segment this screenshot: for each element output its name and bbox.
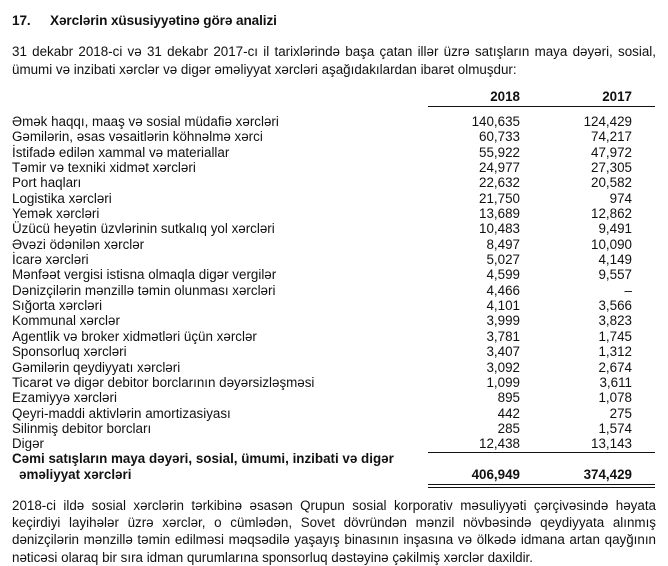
section-heading bbox=[12, 13, 277, 28]
row-label: Əmək haqqı, maaş və sosial müdafiə xərcləri bbox=[12, 114, 279, 129]
row-label: Gəmilərin qeydiyyatı xərcləri bbox=[12, 359, 181, 375]
row-value-2018: 3,999 bbox=[486, 313, 520, 329]
header-rule bbox=[428, 106, 655, 107]
table-row bbox=[12, 360, 656, 375]
table-row bbox=[12, 344, 656, 359]
intro-line-1: 31 dekabr 2018-ci və 31 dekabr 2017-cı il tarixlərində başa çatan illər üzrə satışların maya dəyəri, sosial, bbox=[12, 44, 656, 59]
intro-line-2: ümumi və inzibati xərclər və digər əməliyyat xərcləri aşağıdakılardan ibarət olmuşdur: bbox=[12, 62, 517, 77]
row-label: Dənizçilərin mənzillə təmin olunması xərcləri bbox=[12, 282, 276, 298]
row-label: Ticarət və digər debitor borclarının dəyərsizləşməsi bbox=[12, 374, 315, 390]
row-value-2018: 3,407 bbox=[486, 344, 520, 360]
row-label: Agentlik və broker xidmətləri üçün xərclər bbox=[12, 328, 257, 344]
table-row bbox=[12, 206, 656, 221]
table-row bbox=[12, 191, 656, 206]
row-label: Ezamiyyə xərcləri bbox=[12, 390, 117, 406]
row-label: Qeyri-maddi aktivlərin amortizasiyası bbox=[12, 405, 231, 421]
row-value-2017: 1,574 bbox=[598, 420, 632, 436]
row-value-2017: 1,078 bbox=[598, 390, 632, 406]
row-value-2017: 20,582 bbox=[591, 175, 632, 191]
table-row bbox=[12, 252, 656, 267]
row-value-2017: 275 bbox=[609, 405, 632, 421]
table-row bbox=[12, 283, 656, 298]
row-label: Digər bbox=[12, 436, 44, 452]
table-row bbox=[12, 114, 656, 129]
row-value-2017: 3,611 bbox=[599, 374, 632, 390]
row-value-2017: 9,557 bbox=[598, 267, 632, 283]
section-title: Xərclərin xüsusiyyətinə görə analizi bbox=[50, 13, 277, 28]
row-value-2017: 974 bbox=[609, 190, 632, 206]
table-row bbox=[12, 406, 656, 421]
row-value-2017: – bbox=[624, 282, 632, 298]
table-row bbox=[12, 221, 656, 236]
table-row bbox=[12, 375, 656, 390]
table-row bbox=[12, 313, 656, 328]
row-value-2017: 2,674 bbox=[598, 359, 632, 375]
row-value-2017: 3,823 bbox=[598, 313, 632, 329]
row-label: Mənfəət vergisi istisna olmaqla digər vergilər bbox=[12, 267, 277, 283]
row-value-2018: 12,438 bbox=[479, 436, 520, 452]
row-value-2018: 24,977 bbox=[479, 160, 520, 176]
row-value-2017: 9,491 bbox=[598, 221, 632, 237]
total-value-2018: 406,949 bbox=[471, 467, 520, 482]
total-label-line-2: əməliyyat xərcləri bbox=[19, 467, 132, 482]
row-value-2018: 895 bbox=[497, 390, 520, 406]
row-value-2017: 47,972 bbox=[591, 144, 632, 160]
row-label: İcarə xərcləri bbox=[12, 252, 89, 268]
row-label: Logistika xərcləri bbox=[12, 190, 112, 206]
column-header-2017: 2017 bbox=[602, 89, 632, 104]
row-label: Üzücü heyətin üzvlərinin sutkalıq yol xərcləri bbox=[12, 221, 275, 237]
column-header-2018: 2018 bbox=[490, 89, 520, 104]
table-row bbox=[12, 145, 656, 160]
table-row bbox=[12, 421, 656, 436]
row-value-2017: 1,745 bbox=[598, 328, 632, 344]
row-value-2017: 124,429 bbox=[583, 114, 632, 129]
row-value-2017: 74,217 bbox=[591, 129, 632, 145]
total-row bbox=[12, 451, 656, 483]
intro-paragraph bbox=[12, 43, 656, 79]
row-value-2017: 10,090 bbox=[591, 236, 632, 252]
row-value-2017: 12,862 bbox=[591, 206, 632, 222]
row-value-2018: 55,922 bbox=[479, 144, 520, 160]
footnote-paragraph: 2018-ci ildə sosial xərclərin tərkibinə əsasən Qrupun sosial korporativ məsuliyyəti çərçivəsində həyata keçirdiyi layihələr üzrə xərclər, o cümlədən, Sovet dövründən mənzil növbəsində qeydiyyata alınmış dənizçilərin mənzillə təmin edilməsi məqsədilə yaşayış binasının inşasına və ölkədə idmana artan qayğının nəticəsi olaraq bir sıra idman qurumlarına sponsorluq dəstəyinə çəkilmiş xərclər daxildir. bbox=[12, 498, 656, 565]
row-label: Port haqları bbox=[12, 175, 82, 191]
row-value-2018: 140,635 bbox=[471, 114, 520, 129]
expense-table bbox=[12, 114, 656, 452]
table-row bbox=[12, 329, 656, 344]
table-row bbox=[12, 267, 656, 282]
row-value-2018: 3,092 bbox=[486, 359, 520, 375]
row-value-2017: 4,149 bbox=[598, 252, 632, 268]
total-value-2017: 374,429 bbox=[583, 467, 632, 482]
row-label: İstifadə edilən xammal və materiallar bbox=[12, 144, 230, 160]
row-value-2017: 1,312 bbox=[598, 344, 632, 360]
row-value-2017: 13,143 bbox=[591, 436, 632, 452]
table-row bbox=[12, 237, 656, 252]
row-label: Əvəzi ödənilən xərclər bbox=[12, 236, 145, 252]
row-value-2018: 3,781 bbox=[486, 328, 520, 344]
row-label: Yemək xərcləri bbox=[12, 206, 100, 222]
row-label: Gəmilərin, əsas vəsaitlərin köhnəlmə xərci bbox=[12, 129, 263, 145]
section-number: 17. bbox=[12, 13, 31, 28]
row-value-2018: 22,632 bbox=[479, 175, 520, 191]
total-double-rule-top bbox=[428, 484, 655, 485]
row-label: Silinmiş debitor borcları bbox=[12, 420, 152, 436]
row-label: Təmir və texniki xidmət xərcləri bbox=[12, 160, 196, 176]
table-row bbox=[12, 129, 656, 144]
row-label: Sığorta xərcləri bbox=[12, 298, 103, 314]
row-value-2018: 60,733 bbox=[479, 129, 520, 145]
row-value-2018: 10,483 bbox=[479, 221, 520, 237]
table-row bbox=[12, 390, 656, 405]
row-value-2018: 13,689 bbox=[479, 206, 520, 222]
row-value-2018: 4,599 bbox=[486, 267, 520, 283]
table-row bbox=[12, 436, 656, 451]
row-label: Kommunal xərclər bbox=[12, 313, 120, 329]
row-value-2017: 27,305 bbox=[591, 160, 632, 176]
row-label: Sponsorluq xərcləri bbox=[12, 344, 127, 360]
row-value-2018: 1,099 bbox=[486, 374, 520, 390]
table-row bbox=[12, 175, 656, 190]
total-double-rule-bottom bbox=[428, 487, 655, 488]
total-label-line-1: Cəmi satışların maya dəyəri, sosial, ümumi, inzibati və digər bbox=[12, 451, 394, 466]
row-value-2018: 442 bbox=[497, 405, 520, 421]
table-row bbox=[12, 298, 656, 313]
row-value-2018: 5,027 bbox=[486, 252, 520, 268]
row-value-2018: 21,750 bbox=[479, 190, 520, 206]
row-value-2018: 4,101 bbox=[486, 298, 520, 314]
row-value-2017: 3,566 bbox=[598, 298, 632, 314]
row-value-2018: 8,497 bbox=[486, 236, 520, 252]
table-row bbox=[12, 160, 656, 175]
row-value-2018: 285 bbox=[497, 420, 520, 436]
row-value-2018: 4,466 bbox=[486, 282, 520, 298]
